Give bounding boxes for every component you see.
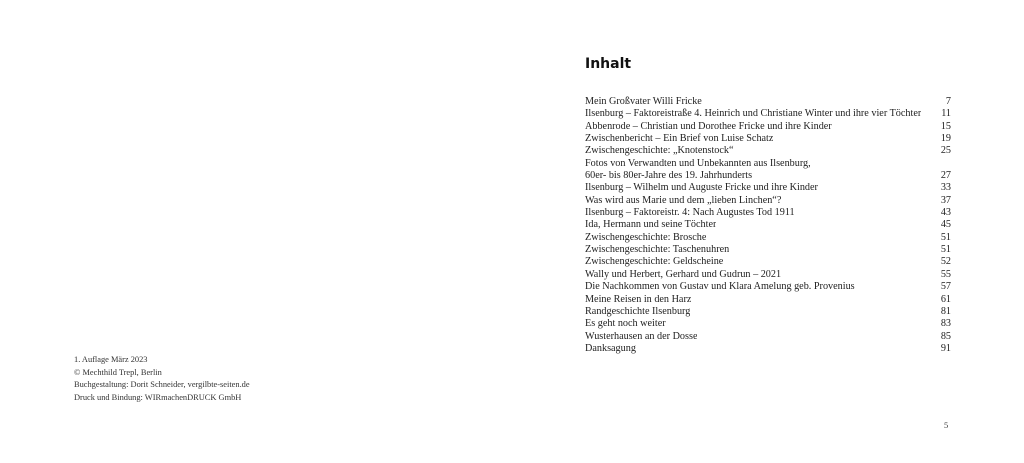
toc-entry [585, 256, 951, 268]
toc-entry [585, 294, 951, 306]
toc-entry [585, 318, 951, 330]
toc-entry-page: 45 [940, 219, 951, 231]
toc-entry-page: 15 [940, 120, 951, 132]
toc-entry-title: Ilsenburg – Wilhelm und Auguste Fricke und ihre Kinder [585, 182, 818, 194]
toc-entry [585, 121, 951, 133]
toc-entry [585, 108, 951, 120]
toc-entry [585, 306, 951, 318]
toc-entry-title: Ilsenburg – Faktoreistr. 4: Nach Augustes Tod 1911 [585, 207, 795, 219]
toc-entry-title: Abbenrode – Christian und Dorothee Fricke und ihre Kinder [585, 120, 832, 132]
page-number: 5 [944, 421, 949, 430]
imprint-printing: Druck und Bindung: WIRmachenDRUCK GmbH [74, 392, 242, 402]
toc-entry-title: 60er- bis 80er-Jahre des 19. Jahrhunderts [585, 170, 753, 182]
toc-entry-page: 25 [940, 145, 951, 157]
toc-entry-page: 11 [941, 108, 951, 120]
imprint-edition: 1. Auflage März 2023 [74, 355, 148, 364]
toc-entry [585, 182, 951, 194]
toc-entry-page: 52 [940, 256, 951, 268]
toc-entry-title: Mein Großvater Willi Fricke [585, 96, 702, 107]
toc-entry-page: 7 [945, 96, 951, 107]
toc-entry [585, 331, 951, 343]
toc-entry-title: Ida, Hermann und seine Töchter [585, 219, 717, 231]
toc-entry [585, 343, 951, 355]
toc-entry-title: Die Nachkommen von Gustav und Klara Amelung geb. Provenius [585, 281, 855, 293]
toc-entry-title: Wally und Herbert, Gerhard und Gudrun – 2021 [585, 268, 782, 280]
page-title: Inhalt [585, 56, 632, 72]
toc-entry-page: 19 [940, 133, 951, 145]
imprint [74, 354, 334, 404]
toc-entry [585, 170, 951, 182]
toc-entry [585, 232, 951, 244]
toc-entry-page: 61 [940, 293, 951, 305]
toc-entry-page: 83 [940, 318, 951, 330]
toc-entry-page: 51 [940, 231, 951, 243]
toc-entry-title: Randgeschichte Ilsenburg [585, 305, 691, 317]
toc-entry [585, 133, 951, 145]
toc-entry-page: 57 [940, 281, 951, 293]
toc-entry-page: 43 [940, 207, 951, 219]
toc-entry-title: Es geht noch weiter [585, 318, 666, 330]
imprint-copyright: © Mechthild Trepl, Berlin [74, 367, 162, 377]
toc-entry-title: Zwischengeschichte: Geldscheine [585, 256, 724, 268]
toc-entry [585, 281, 951, 293]
toc-entry [585, 207, 951, 219]
toc-entry [585, 195, 951, 207]
toc-entry [585, 244, 951, 256]
toc-entry-page: 33 [940, 182, 951, 194]
toc-entry [585, 145, 951, 157]
toc-entry [585, 219, 951, 231]
imprint-design: Buchgestaltung: Dorit Schneider, vergilbte-seiten.de [74, 380, 250, 390]
toc-entry-title: Fotos von Verwandten und Unbekannten aus Ilsenburg, [585, 157, 811, 169]
toc-entry [585, 269, 951, 281]
toc-entry-title: Zwischengeschichte: Taschenuhren [585, 244, 730, 256]
toc-entry-page: 27 [940, 170, 951, 182]
toc-entry [585, 96, 951, 108]
toc-entry-page: 85 [940, 330, 951, 342]
toc-entry-title: Meine Reisen in den Harz [585, 293, 692, 305]
toc-entry-page: 51 [940, 244, 951, 256]
toc-entry-page: 55 [940, 268, 951, 280]
toc-entry-page: 81 [940, 305, 951, 317]
table-of-contents [585, 96, 951, 355]
toc-entry-title: Wusterhausen an der Dosse [585, 330, 698, 342]
toc-entry [585, 158, 951, 170]
toc-entry-title: Zwischengeschichte: Brosche [585, 231, 707, 243]
toc-entry-title: Was wird aus Marie und dem „lieben Linchen“? [585, 194, 782, 206]
toc-entry-title: Zwischengeschichte: „Knotenstock“ [585, 145, 734, 157]
toc-entry-title: Ilsenburg – Faktoreistraße 4. Heinrich und Christiane Winter und ihre vier Töchter [585, 108, 922, 120]
toc-entry-page: 37 [940, 194, 951, 206]
toc-entry-page: 91 [940, 342, 951, 354]
toc-entry-title: Danksagung [585, 342, 636, 354]
toc-entry-title: Zwischenbericht – Ein Brief von Luise Schatz [585, 133, 774, 145]
